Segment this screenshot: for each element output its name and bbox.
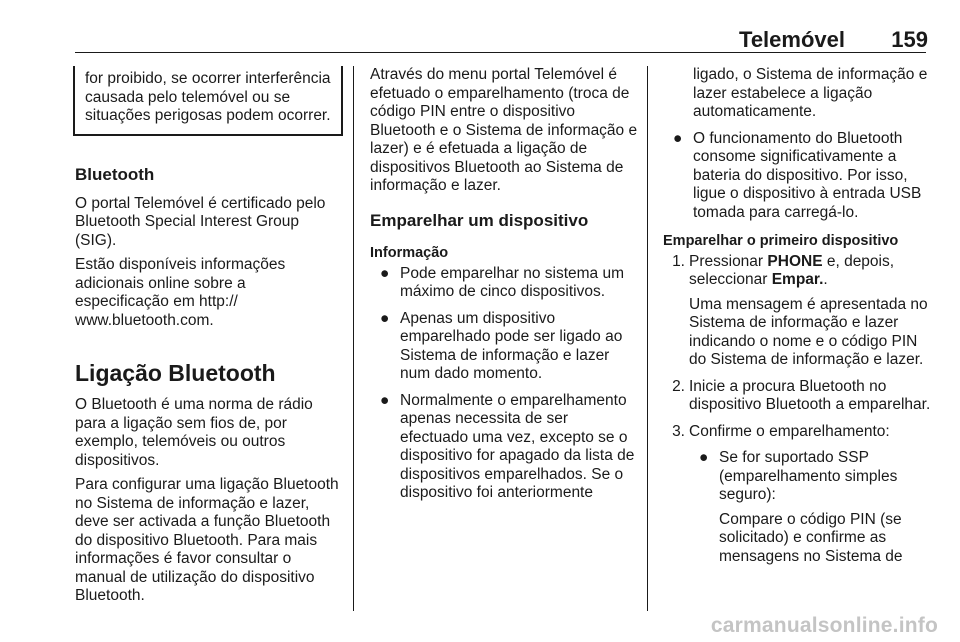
bluetooth-heading: Bluetooth	[75, 164, 155, 184]
step-number: 3.	[672, 422, 685, 440]
phone-key: PHONE	[767, 252, 823, 270]
page-number: 159	[891, 27, 928, 52]
column-3	[663, 66, 931, 574]
bullet-icon: ●	[699, 449, 709, 466]
column-divider-2	[647, 66, 648, 611]
bullet-icon: ●	[380, 264, 390, 282]
bluetooth-paragraph-1: O portal Telemóvel é certificado pelo Bluetooth Special Interest Group (SIG).	[75, 194, 326, 249]
first-device-heading: Emparelhar o primeiro dispositivo	[663, 233, 899, 249]
continued-text: ligado, o Sistema de informação e lazer estabelece a ligação automaticamente.	[693, 66, 928, 120]
header-rule	[75, 52, 926, 53]
list-item: ● Pode emparelhar no sistema um máximo de cinco dispositivos.	[380, 264, 625, 300]
step-1-detail: Uma mensagem é apresentada no Sistema de informação e lazer indicando o nome e o código PIN do Sistema de informação e lazer.	[689, 295, 928, 368]
bullet-icon: ●	[673, 129, 683, 147]
watermark: carmanualsonline.info	[710, 614, 938, 637]
step-number: 2.	[672, 377, 685, 395]
running-title: Telemóvel	[739, 27, 845, 52]
column-1	[75, 66, 343, 612]
column-divider-1	[353, 66, 354, 611]
empar-option: Empar.	[771, 271, 824, 288]
intro-paragraph: Através do menu portal Telemóvel é efetuado o emparelhamento (troca de código PIN entre o dispositivo Bluetooth e o Sistema de informação e lazer) e é efetuada a ligação de dispositivos Bluetooth ao Sistema de informação e lazer.	[370, 66, 638, 194]
info-heading: Informação	[370, 245, 449, 261]
ssp-item: ● Se for suportado SSP (emparelhamento simples seguro): Compare o código PIN (se solicitado) e confirme as mensagens no Sistema de	[689, 449, 931, 566]
bullet-icon: ●	[380, 309, 390, 327]
step-number: 1.	[672, 252, 685, 270]
list-item: ● O funcionamento do Bluetooth consome significativamente a bateria do dispositivo. Por isso, ligue o dispositivo à entrada USB tomada para carregá-lo.	[673, 129, 922, 221]
step-1: 1. Pressionar PHONE e, depois, seleccionar Empar.. Uma mensagem é apresentada no Sistema de informação e lazer indicando o nome e o código PIN do Sistema de informação e lazer.	[663, 253, 931, 370]
note-box	[73, 66, 343, 136]
list-item: ● Normalmente o emparelhamento apenas necessita de ser efectuado uma vez, excepto se o dispositivo for apagado da lista de dispositivos emparelhados. Se o dispositivo foi anteriormente	[380, 391, 635, 501]
step-2: 2. Inicie a procura Bluetooth no dispositivo Bluetooth a emparelhar.	[663, 378, 931, 415]
column-2	[370, 66, 638, 511]
ligacao-heading: Ligação Bluetooth	[75, 360, 276, 386]
ssp-detail: Compare o código PIN (se solicitado) e confirme as mensagens no Sistema de	[719, 510, 903, 565]
ligacao-paragraph-1: O Bluetooth é uma norma de rádio para a ligação sem fios de, por exemplo, telemóveis ou outros dispositivos.	[75, 396, 313, 469]
bluetooth-paragraph-2: Estão disponíveis informações adicionais online sobre a especificação em http:// www.bluetooth.com.	[75, 256, 286, 329]
ligacao-paragraph-2: Para configurar uma ligação Bluetooth no Sistema de informação e lazer, deve ser activada a função Bluetooth do dispositivo Bluetooth. Para mais informações é favor consultar o manual de utilização do dispositivo Bluetooth.	[75, 476, 339, 604]
bullet-icon: ●	[380, 391, 390, 409]
step-3: 3. Confirme o emparelhamento: ● Se for suportado SSP (emparelhamento simples seguro): Compare o código PIN (se solicitado) e confirme as mensagens no Sistema de	[663, 423, 931, 567]
pair-heading: Emparelhar um dispositivo	[370, 210, 589, 230]
note-text: for proibido, se ocorrer interferência causada pelo telemóvel ou se situações perigosas podem ocorrer.	[85, 70, 331, 124]
list-item: ● Apenas um dispositivo emparelhado pode ser ligado ao Sistema de informação e lazer num dado momento.	[380, 309, 623, 382]
